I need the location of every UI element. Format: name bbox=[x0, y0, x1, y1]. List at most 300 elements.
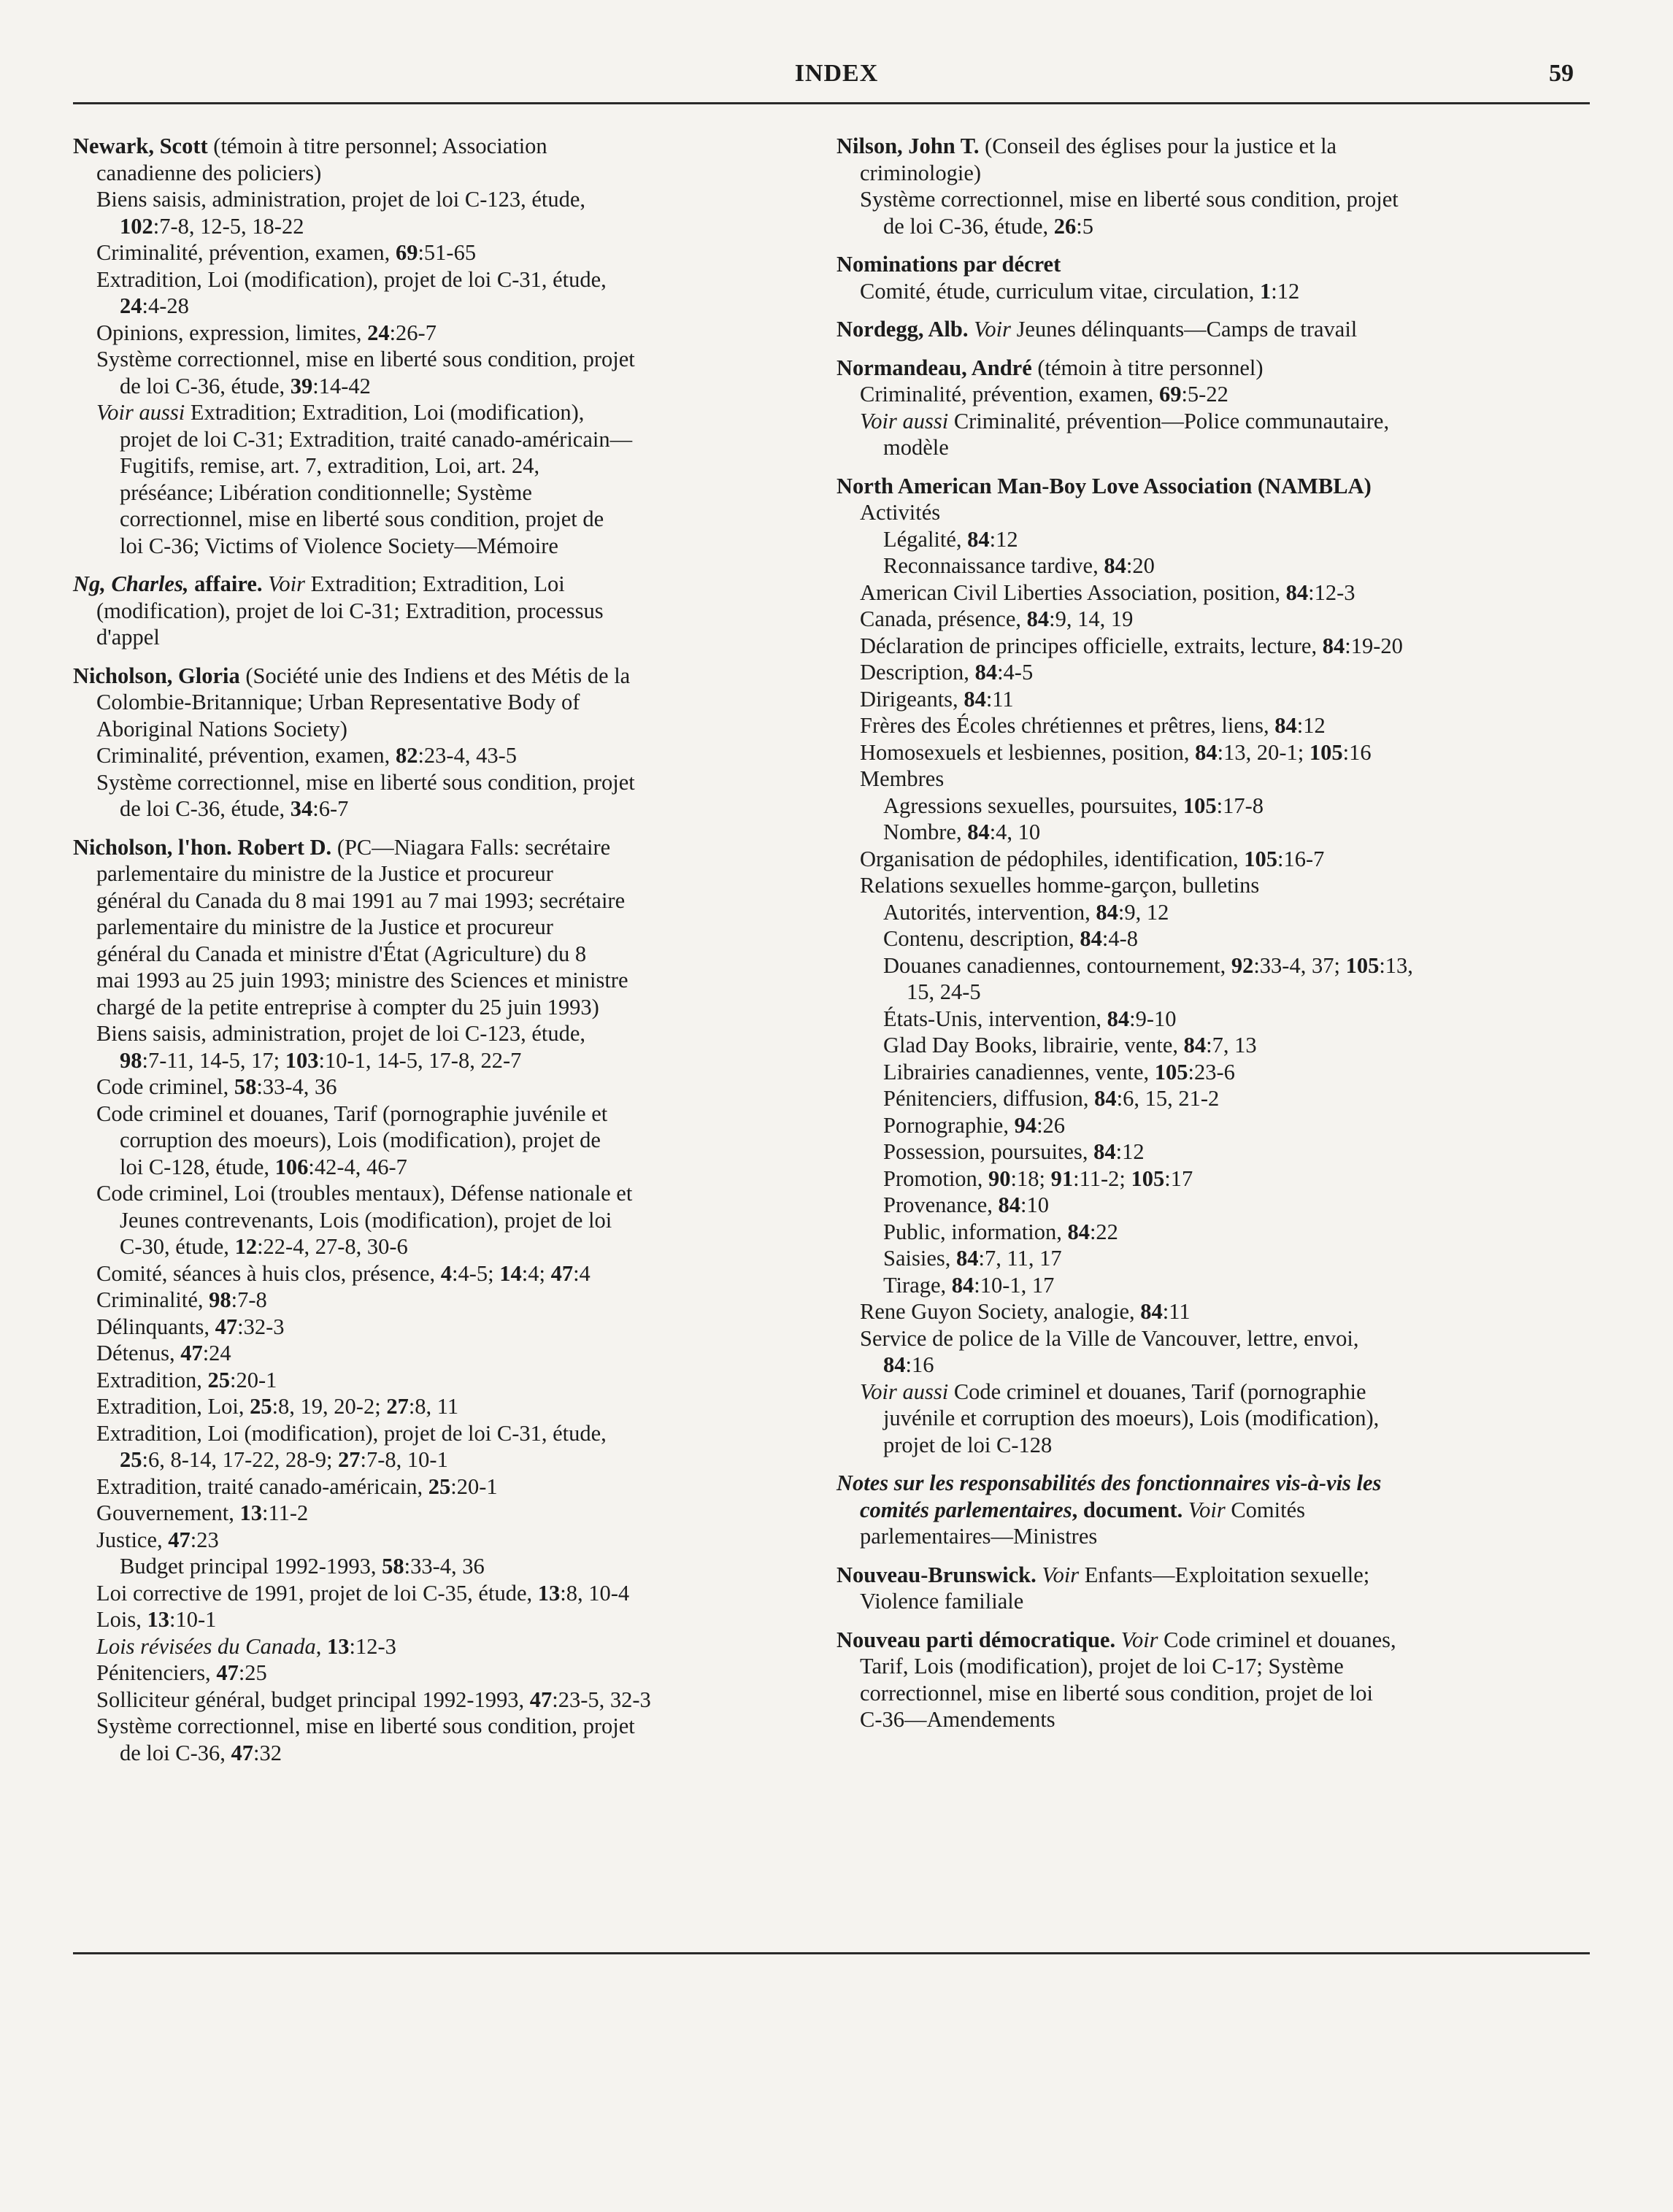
index-line bbox=[73, 506, 803, 533]
index-line bbox=[73, 1633, 803, 1660]
index-text: :20-1 bbox=[229, 1367, 277, 1392]
index-text: Extradition, bbox=[96, 1367, 208, 1392]
index-text: Extradition, Loi (modification), projet de loi C-31, étude, bbox=[96, 266, 607, 292]
index-line bbox=[836, 899, 1566, 926]
index-text: Lois révisées du Canada bbox=[96, 1633, 316, 1659]
index-text: criminologie) bbox=[860, 160, 982, 185]
index-text: :32 bbox=[253, 1740, 282, 1765]
index-text: (Conseil des églises pour la justice et la bbox=[979, 134, 1337, 158]
index-line bbox=[73, 887, 803, 914]
index-text: Rene Guyon Society, analogie, bbox=[860, 1299, 1141, 1324]
index-text: :16 bbox=[905, 1352, 934, 1377]
index-column-left bbox=[73, 133, 803, 1778]
index-text: Système correctionnel, mise en liberté sous condition, projet bbox=[860, 187, 1399, 212]
index-text: Nilson, John T. bbox=[836, 134, 980, 158]
index-text: :33-4, 36 bbox=[404, 1554, 485, 1579]
index-text: Extradition; Extradition, Loi bbox=[305, 571, 565, 596]
index-line bbox=[73, 479, 803, 506]
index-line bbox=[73, 795, 803, 822]
index-text: :33-4, 36 bbox=[256, 1074, 337, 1099]
index-text: Extradition; Extradition, Loi (modification), bbox=[185, 400, 585, 425]
index-text: parlementaires—Ministres bbox=[860, 1524, 1098, 1549]
index-text: 69 bbox=[1158, 382, 1182, 406]
index-text: Criminalité, prévention, examen, bbox=[96, 240, 396, 265]
index-text: 84 bbox=[1080, 926, 1102, 951]
index-text: Autorités, intervention, bbox=[883, 899, 1096, 925]
index-line bbox=[836, 606, 1566, 633]
index-line bbox=[836, 659, 1566, 686]
index-line bbox=[73, 716, 803, 743]
index-text: Nouveau-Brunswick. bbox=[836, 1562, 1037, 1587]
index-line bbox=[73, 266, 803, 293]
index-line bbox=[73, 689, 803, 716]
index-text: :12-3 bbox=[1308, 579, 1355, 605]
index-line bbox=[836, 1405, 1566, 1432]
index-line bbox=[73, 742, 803, 769]
index-text: C-36—Amendements bbox=[860, 1707, 1055, 1732]
index-text: :7, 13 bbox=[1206, 1033, 1257, 1057]
index-line bbox=[73, 598, 803, 625]
index-text: :19-20 bbox=[1345, 633, 1403, 658]
index-text: :11 bbox=[985, 686, 1014, 712]
index-line bbox=[73, 533, 803, 560]
index-text: Code criminel, Loi (troubles mentaux), Défense nationale et bbox=[96, 1181, 633, 1206]
index-line bbox=[73, 1606, 803, 1633]
index-line bbox=[836, 712, 1566, 739]
index-text: 102 bbox=[120, 213, 153, 239]
index-text: parlementaire du ministre de la Justice et procureur bbox=[96, 914, 553, 939]
index-text: Pénitenciers, diffusion, bbox=[883, 1086, 1095, 1111]
index-text: (témoin à titre personnel; Association bbox=[207, 134, 547, 158]
index-text: Voir bbox=[1188, 1497, 1226, 1522]
index-text: :4-5; bbox=[452, 1260, 500, 1286]
index-text: 25 bbox=[207, 1367, 230, 1392]
index-line bbox=[836, 846, 1566, 873]
index-line bbox=[836, 251, 1566, 278]
index-text: Public, information, bbox=[883, 1219, 1068, 1244]
index-text: loi C-128, étude, bbox=[120, 1154, 275, 1179]
index-text: 47 bbox=[529, 1687, 553, 1712]
index-text: correctionnel, mise en liberté sous condition, projet de bbox=[120, 506, 604, 531]
index-column-right bbox=[836, 133, 1566, 1745]
index-line bbox=[73, 133, 803, 160]
index-line bbox=[73, 834, 803, 861]
index-text: Notes sur les responsabilités des fonctionnaires vis-à-vis les bbox=[836, 1471, 1382, 1495]
index-line bbox=[836, 278, 1566, 305]
index-line bbox=[73, 160, 803, 187]
index-text: Glad Day Books, librairie, vente, bbox=[883, 1033, 1184, 1057]
index-text: Colombie-Britannique; Urban Representative Body of bbox=[96, 690, 580, 714]
index-line bbox=[836, 1562, 1566, 1589]
index-text: projet de loi C-128 bbox=[883, 1432, 1053, 1457]
index-line bbox=[836, 133, 1566, 160]
index-line bbox=[836, 633, 1566, 660]
index-text: Normandeau, André bbox=[836, 355, 1032, 380]
index-line bbox=[836, 499, 1566, 526]
index-line bbox=[836, 925, 1566, 952]
index-text: 105 bbox=[1244, 846, 1278, 871]
index-text: 84 bbox=[998, 1192, 1021, 1217]
index-text: Nicholson, Gloria bbox=[73, 663, 240, 688]
index-text: Tirage, bbox=[883, 1272, 952, 1298]
index-text: C-30, étude, bbox=[120, 1234, 235, 1259]
index-text: 84 bbox=[1107, 1006, 1130, 1031]
index-line bbox=[73, 1420, 803, 1447]
index-text: général du Canada et ministre d'État (Agriculture) du 8 bbox=[96, 941, 587, 966]
index-line bbox=[836, 1059, 1566, 1086]
index-text: 84 bbox=[1285, 579, 1309, 605]
index-text: Extradition, Loi, bbox=[96, 1394, 250, 1419]
index-text: corruption des moeurs), Lois (modification), projet de bbox=[120, 1128, 601, 1152]
index-text: 105 bbox=[1154, 1059, 1188, 1084]
index-text: :16 bbox=[1342, 739, 1372, 765]
index-line bbox=[73, 399, 803, 426]
index-text: 84 bbox=[1140, 1299, 1163, 1324]
index-line bbox=[73, 1020, 803, 1047]
index-text: Contenu, description, bbox=[883, 926, 1080, 951]
index-text: Comités bbox=[1225, 1497, 1305, 1522]
index-line bbox=[73, 1233, 803, 1260]
index-line bbox=[73, 1660, 803, 1687]
index-text: Jeunes délinquants—Camps de travail bbox=[1010, 317, 1358, 342]
index-text: Budget principal 1992-1993, bbox=[120, 1554, 382, 1579]
index-text: :20 bbox=[1126, 553, 1155, 578]
index-text: chargé de la petite entreprise à compter du 25 juin 1993) bbox=[96, 994, 599, 1020]
index-text: :7-11, 14-5, 17; bbox=[142, 1047, 285, 1073]
index-text: Librairies canadiennes, vente, bbox=[883, 1059, 1155, 1084]
index-line bbox=[836, 1432, 1566, 1459]
index-text: Newark, Scott bbox=[73, 134, 208, 158]
index-text: 103 bbox=[285, 1047, 319, 1073]
index-text: :11-2 bbox=[262, 1500, 309, 1525]
index-text: 84 bbox=[951, 1272, 974, 1298]
index-text: Code criminel et douanes, Tarif (pornographie juvénile et bbox=[96, 1101, 608, 1126]
index-text: Dirigeants, bbox=[860, 686, 964, 712]
index-line bbox=[73, 1047, 803, 1074]
index-text: États-Unis, intervention, bbox=[883, 1006, 1107, 1031]
index-text: 14 bbox=[499, 1260, 522, 1286]
index-text: d'appel bbox=[96, 625, 160, 650]
index-line bbox=[836, 686, 1566, 713]
index-line bbox=[73, 1260, 803, 1287]
index-text: 84 bbox=[1026, 606, 1050, 631]
index-text: :23 bbox=[190, 1527, 219, 1552]
index-text: :4, 10 bbox=[989, 820, 1041, 844]
index-text: Code criminel et douanes, Tarif (pornographie bbox=[948, 1379, 1366, 1404]
index-line bbox=[73, 941, 803, 968]
index-text: parlementaire du ministre de la Justice et procureur bbox=[96, 861, 553, 886]
index-text: de loi C-36, étude, bbox=[120, 373, 291, 398]
index-text: Pornographie, bbox=[883, 1112, 1015, 1138]
index-line bbox=[836, 1653, 1566, 1680]
index-text: 84 bbox=[967, 526, 990, 552]
index-text: 84 bbox=[967, 820, 990, 844]
index-text: Voir aussi bbox=[860, 1379, 949, 1404]
index-text: mai 1993 au 25 juin 1993; ministre des Sciences et ministre bbox=[96, 968, 628, 993]
index-text: Activités bbox=[860, 500, 941, 525]
index-entry bbox=[836, 355, 1566, 461]
index-text: Violence familiale bbox=[860, 1589, 1024, 1614]
index-line bbox=[73, 1287, 803, 1314]
index-text: 105 bbox=[1309, 739, 1343, 765]
index-text: 47 bbox=[215, 1314, 238, 1339]
index-entry bbox=[836, 133, 1566, 239]
index-text: 58 bbox=[234, 1074, 257, 1099]
index-text: 13 bbox=[239, 1500, 262, 1525]
index-text: :12-3 bbox=[349, 1633, 396, 1659]
index-line bbox=[836, 1085, 1566, 1112]
index-text: Possession, poursuites, bbox=[883, 1139, 1094, 1164]
index-line bbox=[73, 1580, 803, 1607]
index-text: :11 bbox=[1162, 1299, 1191, 1324]
index-line bbox=[73, 1713, 803, 1740]
index-text: :4 bbox=[573, 1260, 591, 1286]
index-text: 15, 24-5 bbox=[907, 979, 981, 1004]
index-line bbox=[73, 860, 803, 887]
index-line bbox=[73, 346, 803, 373]
index-text: 84 bbox=[1094, 1086, 1117, 1111]
index-line bbox=[73, 914, 803, 941]
index-text: Extradition, traité canado-américain, bbox=[96, 1473, 428, 1499]
index-text: :4-8 bbox=[1101, 926, 1139, 951]
index-line bbox=[836, 1245, 1566, 1272]
index-line bbox=[73, 186, 803, 213]
index-line bbox=[73, 320, 803, 347]
index-text: 105 bbox=[1182, 793, 1217, 818]
index-text: 1 bbox=[1259, 278, 1272, 304]
index-text: Nombre, bbox=[883, 820, 968, 844]
index-text: 13 bbox=[537, 1580, 561, 1606]
index-text: Provenance, bbox=[883, 1192, 999, 1217]
index-text: de loi C-36, étude, bbox=[883, 213, 1054, 239]
index-text: 84 bbox=[1096, 899, 1118, 925]
index-text: :4; bbox=[521, 1260, 551, 1286]
index-text: :12 bbox=[989, 526, 1018, 552]
index-text: , document. bbox=[1072, 1497, 1183, 1522]
index-text: Service de police de la Ville de Vancouver, lettre, envoi, bbox=[860, 1325, 1359, 1351]
index-text: 34 bbox=[290, 796, 313, 821]
index-entry bbox=[836, 316, 1566, 343]
index-line bbox=[836, 1032, 1566, 1059]
index-text: :5-22 bbox=[1181, 382, 1228, 406]
index-line bbox=[836, 1523, 1566, 1550]
index-text: Nouveau parti démocratique. bbox=[836, 1627, 1116, 1652]
index-line bbox=[836, 1165, 1566, 1192]
index-text: (Société unie des Indiens et des Métis de la bbox=[239, 663, 631, 688]
index-text: 69 bbox=[395, 240, 418, 265]
index-text: :11-2; bbox=[1073, 1165, 1131, 1191]
index-text: 92 bbox=[1231, 952, 1254, 978]
index-text: :12 bbox=[1115, 1139, 1145, 1164]
index-line bbox=[836, 739, 1566, 766]
index-text: 4 bbox=[440, 1260, 453, 1286]
index-text: :7-8, 12-5, 18-22 bbox=[153, 213, 304, 239]
index-text: comités parlementaires bbox=[860, 1497, 1072, 1522]
index-text: Système correctionnel, mise en liberté sous condition, projet bbox=[96, 769, 635, 795]
index-text: :24 bbox=[202, 1341, 231, 1365]
index-line bbox=[73, 293, 803, 320]
index-text: Comité, étude, curriculum vitae, circulation, bbox=[860, 278, 1260, 304]
index-text: 98 bbox=[120, 1047, 142, 1073]
index-line bbox=[836, 1627, 1566, 1654]
index-text: :33-4, 37; bbox=[1253, 952, 1346, 978]
index-text: Légalité, bbox=[883, 526, 968, 552]
index-text: 39 bbox=[290, 373, 313, 398]
index-text: (modification), projet de loi C-31; Extradition, processus bbox=[96, 598, 604, 623]
index-text: Lois, bbox=[96, 1607, 147, 1632]
index-text: 84 bbox=[974, 660, 998, 685]
index-line bbox=[836, 952, 1566, 979]
index-text: :13, bbox=[1379, 952, 1413, 978]
index-text: modèle bbox=[883, 435, 949, 460]
index-text: Relations sexuelles homme-garçon, bulletins bbox=[860, 873, 1260, 898]
index-text: Criminalité, bbox=[96, 1287, 209, 1312]
index-line bbox=[836, 1352, 1566, 1379]
index-text bbox=[968, 317, 974, 342]
index-text: Comité, séances à huis clos, présence, bbox=[96, 1260, 441, 1286]
index-line bbox=[73, 1446, 803, 1473]
index-line bbox=[836, 1192, 1566, 1219]
index-text bbox=[1182, 1498, 1188, 1522]
index-entry bbox=[836, 251, 1566, 304]
index-text: Biens saisis, administration, projet de loi C-123, étude, bbox=[96, 1021, 586, 1046]
index-text: Agressions sexuelles, poursuites, bbox=[883, 793, 1183, 818]
index-text: 25 bbox=[428, 1473, 451, 1499]
index-text: :6-7 bbox=[312, 796, 349, 821]
index-text: 27 bbox=[338, 1447, 361, 1472]
index-line bbox=[836, 1588, 1566, 1615]
index-text: 47 bbox=[168, 1527, 191, 1552]
index-line bbox=[836, 473, 1566, 500]
index-line bbox=[73, 452, 803, 479]
index-text: Nordegg, Alb. bbox=[836, 317, 969, 342]
index-line bbox=[73, 1154, 803, 1181]
index-text: Fugitifs, remise, art. 7, extradition, Loi, art. 24, bbox=[120, 453, 540, 478]
index-line bbox=[836, 355, 1566, 382]
index-line bbox=[836, 1006, 1566, 1033]
index-text: Criminalité, prévention—Police communautaire, bbox=[948, 408, 1390, 433]
index-line bbox=[73, 1207, 803, 1234]
index-text: 84 bbox=[1093, 1139, 1116, 1164]
index-text: 91 bbox=[1050, 1165, 1074, 1191]
index-text: 105 bbox=[1131, 1165, 1165, 1191]
index-line bbox=[836, 1680, 1566, 1707]
index-text: Déclaration de principes officielle, extraits, lecture, bbox=[860, 633, 1323, 658]
index-line bbox=[73, 1687, 803, 1714]
index-text: Membres bbox=[860, 766, 945, 791]
index-line bbox=[836, 434, 1566, 461]
index-line bbox=[73, 1367, 803, 1394]
index-text: 26 bbox=[1053, 213, 1077, 239]
index-line bbox=[836, 872, 1566, 899]
index-text: :18; bbox=[1010, 1165, 1051, 1191]
index-text: préséance; Libération conditionnelle; Système bbox=[120, 479, 532, 505]
index-text bbox=[1115, 1627, 1121, 1652]
index-line bbox=[73, 1314, 803, 1341]
index-entry bbox=[73, 571, 803, 651]
index-text: :9, 14, 19 bbox=[1049, 606, 1134, 631]
index-text: :23-5, 32-3 bbox=[552, 1687, 651, 1712]
index-text: Détenus, bbox=[96, 1341, 181, 1365]
index-text: :22 bbox=[1089, 1219, 1118, 1244]
index-text: :16-7 bbox=[1277, 846, 1325, 871]
index-line bbox=[836, 979, 1566, 1006]
index-text: North American Man-Boy Love Association (NAMBLA) bbox=[836, 473, 1372, 498]
index-text bbox=[263, 571, 269, 596]
index-line bbox=[836, 186, 1566, 213]
index-text: Jeunes contrevenants, Lois (modification), projet de loi bbox=[120, 1207, 612, 1233]
index-text: projet de loi C-31; Extradition, traité canado-américain— bbox=[120, 426, 633, 452]
index-text: 58 bbox=[382, 1554, 404, 1579]
index-text: :17 bbox=[1164, 1165, 1193, 1191]
index-text: Système correctionnel, mise en liberté sous condition, projet bbox=[96, 1714, 635, 1738]
index-text: 24 bbox=[367, 320, 390, 345]
index-line bbox=[836, 316, 1566, 343]
index-text: 13 bbox=[147, 1607, 169, 1632]
index-line bbox=[73, 1127, 803, 1154]
index-text: :8, 19, 20-2; bbox=[272, 1394, 387, 1419]
header-rule bbox=[73, 102, 1590, 104]
index-line bbox=[73, 1074, 803, 1101]
index-text: Délinquants, bbox=[96, 1314, 215, 1339]
index-text: 84 bbox=[1195, 739, 1218, 765]
index-entry bbox=[73, 663, 803, 822]
index-text: :26 bbox=[1037, 1112, 1066, 1138]
index-text: Description, bbox=[860, 660, 975, 685]
index-text: 84 bbox=[1322, 633, 1345, 658]
index-text: Extradition, Loi (modification), projet de loi C-31, étude, bbox=[96, 1420, 607, 1446]
index-text: Criminalité, prévention, examen, bbox=[96, 743, 396, 768]
index-text: de loi C-36, bbox=[120, 1740, 231, 1765]
index-line bbox=[73, 1340, 803, 1367]
index-line bbox=[836, 579, 1566, 606]
index-text: 84 bbox=[1067, 1219, 1090, 1244]
index-text: :9, 12 bbox=[1118, 899, 1169, 925]
index-text: 47 bbox=[550, 1260, 574, 1286]
index-text: Loi corrective de 1991, projet de loi C-35, étude, bbox=[96, 1580, 538, 1606]
index-text: :26-7 bbox=[389, 320, 436, 345]
index-text: 84 bbox=[1183, 1033, 1207, 1057]
index-text: Organisation de pédophiles, identification, bbox=[860, 846, 1245, 871]
index-text: Code criminel et douanes, bbox=[1158, 1627, 1396, 1652]
index-text: canadienne des policiers) bbox=[96, 160, 322, 185]
index-text: loi C-36; Victims of Violence Society—Mémoire bbox=[120, 533, 558, 558]
index-text: 98 bbox=[209, 1287, 231, 1312]
index-text: (témoin à titre personnel) bbox=[1031, 355, 1264, 380]
index-text: juvénile et corruption des moeurs), Lois (modification), bbox=[883, 1406, 1380, 1430]
index-text: :12 bbox=[1271, 278, 1300, 304]
index-text: (PC—Niagara Falls: secrétaire bbox=[331, 834, 611, 860]
index-text: :4-28 bbox=[142, 293, 189, 318]
index-text: Voir bbox=[1120, 1627, 1158, 1652]
index-text: Pénitenciers, bbox=[96, 1660, 217, 1685]
index-text: :6, 15, 21-2 bbox=[1116, 1086, 1220, 1111]
index-line bbox=[73, 1393, 803, 1420]
index-line bbox=[73, 994, 803, 1021]
index-text: 47 bbox=[216, 1660, 239, 1685]
index-line bbox=[73, 426, 803, 453]
index-entry bbox=[836, 1562, 1566, 1615]
index-line bbox=[73, 967, 803, 994]
index-line bbox=[836, 1470, 1566, 1497]
index-text: affaire. bbox=[188, 571, 263, 596]
index-entry bbox=[836, 1627, 1566, 1733]
index-text: général du Canada du 8 mai 1991 au 7 mai 1993; secrétaire bbox=[96, 887, 626, 913]
index-line bbox=[73, 1101, 803, 1128]
index-text: Aboriginal Nations Society) bbox=[96, 716, 347, 741]
index-line bbox=[73, 373, 803, 400]
page-number: 59 bbox=[1549, 60, 1574, 87]
